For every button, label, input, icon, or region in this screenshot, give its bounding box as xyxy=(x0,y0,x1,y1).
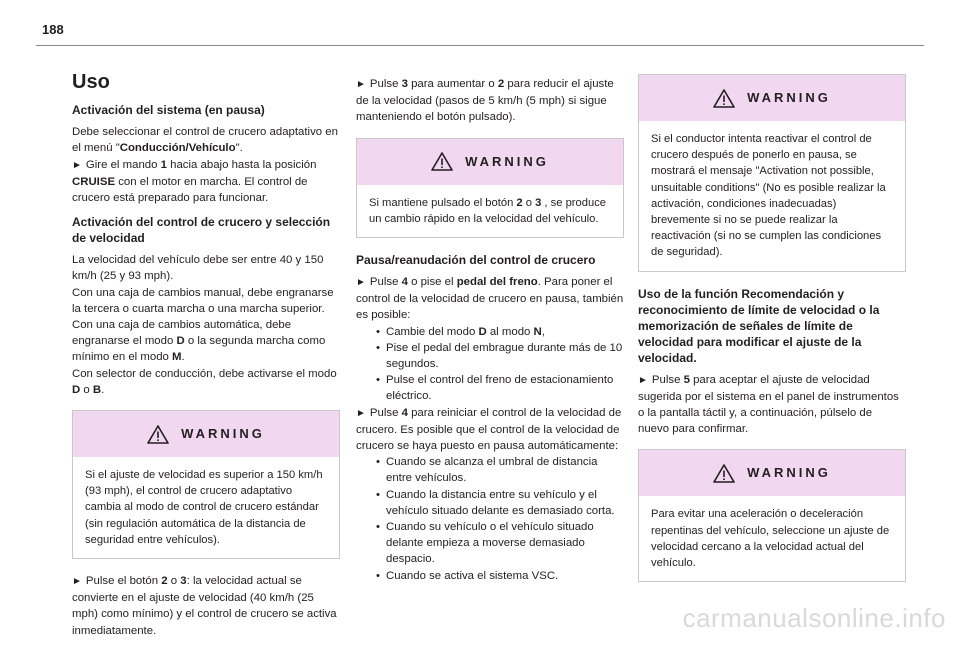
section-title: Uso xyxy=(72,71,110,93)
warning-text: Para evitar una aceleración o deceleración repentinas del vehículo, seleccione un ajuste de velocidad cercano a la velocidad actual del vehículo. xyxy=(651,508,890,570)
play-triangle-icon: ► xyxy=(72,159,82,171)
paragraph: ► Pulse 3 para aumentar o 2 para reducir el ajuste de la velocidad (pasos de 5 km/h (5 mph) si sigue manteniendo el botón pulsado). xyxy=(356,78,614,124)
warning-box xyxy=(638,449,906,582)
warning-box xyxy=(72,410,340,559)
column-2 xyxy=(356,76,624,584)
warning-header xyxy=(639,450,905,496)
play-triangle-icon: ► xyxy=(638,374,648,386)
heading-speed-recommendation: Uso de la función Recomendación y reconocimiento de límite de velocidad o la memorización de señales de límite de velocidad para modificar el ajuste de la velocidad. xyxy=(638,286,880,365)
warning-title: WARNING xyxy=(181,425,265,441)
warning-title: WARNING xyxy=(747,465,831,481)
play-triangle-icon: ► xyxy=(72,576,82,588)
warning-header xyxy=(357,139,623,185)
play-triangle-icon: ► xyxy=(356,277,366,289)
list-item: • Cambie del modo D al modo N, xyxy=(376,324,624,340)
paragraph: Debe seleccionar el control de crucero adaptativo en el menú "Conducción/Vehículo". ► Gire el mando 1 hacia abajo hasta la posición CRUISE con el motor en marcha. El control de crucero está preparado para funcionar. xyxy=(72,126,338,205)
warning-header xyxy=(73,411,339,457)
heading-pause-resume: Pausa/reanudación del control de crucero xyxy=(356,253,596,268)
list-item: • Cuando se alcanza el umbral de distancia entre vehículos. xyxy=(376,454,624,486)
list-item: • Cuando la distancia entre su vehículo y el vehículo situado delante es demasiado corta. xyxy=(376,487,624,519)
paragraph: ► Pulse 4 o pise el pedal del freno. Para poner el control de la velocidad de crucero en pausa, también es posible: xyxy=(356,276,624,322)
paragraph: ► Pulse 5 para aceptar el ajuste de velocidad sugerida por el sistema en el panel de instrumentos o la pantalla táctil y, a continuación, púlselo de nuevo para confirmar. xyxy=(638,373,899,436)
warning-text: Si el conductor intenta reactivar el control de crucero después de ponerlo en pausa, se mostrará el mensaje "Activation not possible, unsuitable conditions" (No es posible realizar la activación, condiciones inadecuadas) brevemente si no se puede realizar la reactivación (si no se cumplen las condiciones de seguridad). xyxy=(651,133,886,259)
warning-triangle-icon xyxy=(713,89,735,108)
warning-title: WARNING xyxy=(747,89,831,105)
column-1 xyxy=(72,68,340,645)
play-triangle-icon: ► xyxy=(356,407,366,419)
list-item: • Pise el pedal del embrague durante más de 10 segundos. xyxy=(376,340,624,372)
warning-box xyxy=(356,138,624,238)
warning-title: WARNING xyxy=(465,153,549,169)
warning-box xyxy=(638,74,906,272)
bullet-list xyxy=(356,454,624,584)
list-item: • Cuando se activa el sistema VSC. xyxy=(376,568,624,584)
paragraph: La velocidad del vehículo debe ser entre 40 y 150 km/h (25 y 93 mph). Con una caja de cambios manual, debe engranarse la tercera o cuarta marcha o una marcha superior. Con una caja de cambios automática, debe engranarse el modo D o la segunda marcha como mínimo en el modo M. Con selector de conducción, debe activarse el modo D o B. xyxy=(72,254,337,396)
list-item: • Pulse el control del freno de estacionamiento eléctrico. xyxy=(376,372,624,404)
warning-header xyxy=(639,75,905,121)
warning-triangle-icon xyxy=(431,152,453,171)
bullet-list xyxy=(356,324,624,405)
column-3 xyxy=(638,62,906,596)
page-number: 188 xyxy=(42,22,64,37)
warning-triangle-icon xyxy=(713,464,735,483)
warning-text: Si el ajuste de velocidad es superior a 150 km/h (93 mph), el control de crucero adaptativo cambia al modo de control de crucero estándar (sin regulación automática de la distancia de seguridad entre vehículos). xyxy=(85,469,323,546)
heading-activation: Activación del sistema (en pausa) xyxy=(72,103,265,118)
paragraph: ► Pulse 4 para reiniciar el control de la velocidad de crucero. Es posible que el control de la velocidad de crucero se haya puesto en pausa automáticamente: xyxy=(356,406,622,453)
watermark: carmanualsonline.info xyxy=(682,603,946,633)
heading-speed-selection: Activación del control de crucero y selección de velocidad xyxy=(72,215,331,246)
warning-triangle-icon xyxy=(147,425,169,444)
paragraph: ► Pulse el botón 2 o 3: la velocidad actual se convierte en el ajuste de velocidad (40 km/h (25 mph) como mínimo) y el control de crucero se activa inmediatamente. xyxy=(72,575,337,637)
list-item: • Cuando su vehículo o el vehículo situado delante empieza a moverse demasiado despacio. xyxy=(376,519,624,568)
warning-text: Si mantiene pulsado el botón 2 o 3 , se produce un cambio rápido en la velocidad del vehículo. xyxy=(369,196,607,225)
header-divider xyxy=(36,45,924,46)
play-triangle-icon: ► xyxy=(356,79,366,90)
